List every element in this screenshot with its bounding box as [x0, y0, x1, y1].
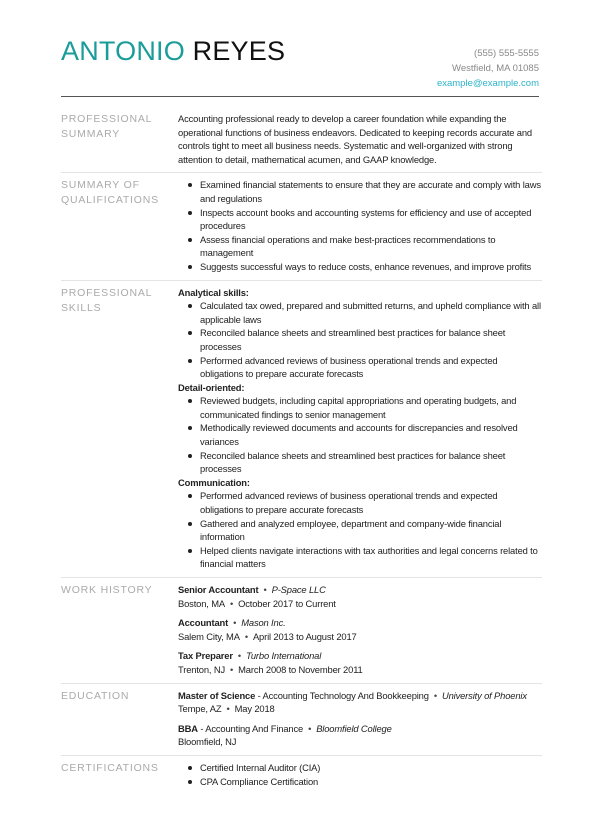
- list-item: Certified Internal Auditor (CIA): [200, 761, 542, 775]
- separator-dot: •: [226, 703, 230, 715]
- job-entry: [178, 649, 542, 676]
- list-item: Assess financial operations and make best-practices recommendations to management: [200, 233, 542, 260]
- section-certifications: [61, 756, 542, 794]
- education-entry: [178, 689, 542, 716]
- school-name: Bloomfield College: [316, 722, 392, 734]
- list-item: CPA Compliance Certification: [200, 775, 542, 789]
- section-label: PROFESSIONAL SUMMARY: [61, 113, 152, 140]
- certifications-content: [178, 761, 542, 788]
- company-name: Turbo International: [245, 650, 322, 662]
- list-item: Performed advanced reviews of business operational trends and expected obligations to prepare accurate forecasts: [200, 489, 542, 516]
- list-item: Suggests successful ways to reduce costs, enhance revenues, and improve profits: [200, 260, 542, 274]
- section-label: PROFESSIONAL SKILLS: [61, 286, 152, 314]
- skill-list: [178, 489, 542, 571]
- job-title: Tax Preparer: [178, 650, 233, 662]
- list-item: Calculated tax owed, prepared and submitted returns, and upheld compliance with all applicable laws: [200, 300, 541, 325]
- job-entry: [178, 583, 542, 610]
- qualifications-content: [178, 178, 542, 273]
- separator-dot: •: [237, 650, 241, 662]
- candidate-name: ANTONIO REYES: [61, 36, 286, 66]
- degree-line: [178, 722, 542, 736]
- job-meta: [178, 663, 542, 677]
- section-label: CERTIFICATIONS: [61, 761, 159, 774]
- work-content: [178, 583, 542, 677]
- separator-dot: •: [233, 617, 237, 629]
- graduation-date: May 2018: [234, 703, 275, 715]
- job-header: [178, 583, 542, 597]
- list-item: Gathered and analyzed employee, department and company-wide financial information: [200, 517, 542, 544]
- list-item: Reviewed budgets, including capital appropriations and operating budgets, and communicated findings to senior management: [200, 394, 542, 421]
- job-header: [178, 649, 542, 663]
- education-entry: [178, 722, 542, 749]
- list-item: Methodically reviewed documents and accounts for discrepancies and resolved variances: [200, 421, 542, 448]
- school-location: Bloomfield, NJ: [178, 736, 237, 748]
- skill-list: [178, 299, 542, 381]
- job-title: Senior Accountant: [178, 584, 259, 595]
- email-link[interactable]: example@example.com: [436, 78, 539, 89]
- school-location: Tempe, AZ: [178, 703, 222, 715]
- job-dates: October 2017 to Current: [238, 597, 336, 609]
- resume-body: [0, 97, 600, 814]
- job-entry: [178, 616, 542, 643]
- list-item: Reconciled balance sheets and streamlined best practices for balance sheet processes: [200, 326, 542, 353]
- job-meta: [178, 630, 542, 644]
- separator-dot: •: [244, 630, 248, 642]
- phone: (555) 555-5555: [474, 48, 539, 59]
- section-education: [61, 684, 542, 756]
- certifications-list: [178, 761, 542, 788]
- contact-info: [437, 46, 539, 91]
- skill-group-title: Detail-oriented:: [178, 381, 245, 393]
- education-meta: [178, 702, 542, 716]
- section-label: EDUCATION: [61, 689, 130, 702]
- company-name: P-Space LLC: [271, 584, 326, 595]
- section-label: SUMMARY OF QUALIFICATIONS: [61, 179, 159, 207]
- section-skills: [61, 281, 542, 578]
- list-item: Inspects account books and accounting systems for efficiency and use of accepted procedures: [200, 206, 542, 233]
- section-work-history: [61, 578, 542, 684]
- separator-dot: •: [308, 722, 312, 734]
- school-name: University of Phoenix: [441, 689, 527, 701]
- qualifications-list: [178, 178, 542, 273]
- separator-dot: •: [263, 584, 267, 595]
- field-of-study: - Accounting And Finance: [197, 722, 304, 734]
- job-meta: [178, 597, 542, 611]
- skill-list: [178, 394, 542, 476]
- job-header: [178, 616, 542, 630]
- job-dates: March 2008 to November 2011: [238, 663, 363, 675]
- job-dates: April 2013 to August 2017: [252, 630, 357, 642]
- skill-group-title: Communication:: [178, 476, 250, 488]
- skills-content: [178, 286, 542, 571]
- education-content: [178, 689, 542, 749]
- education-meta: [178, 735, 542, 749]
- field-of-study: - Accounting Technology And Bookkeeping: [255, 689, 429, 701]
- degree: Master of Science: [178, 689, 256, 701]
- resume-header: [0, 0, 600, 96]
- skill-group-title: Analytical skills:: [178, 286, 249, 298]
- separator-dot: •: [229, 597, 234, 609]
- degree-line: [178, 689, 542, 703]
- summary-text: Accounting professional ready to develop a career foundation while expanding the operational functions of business endeavors. Dedicated to keeping records accurate and controls tight to meet all business needs. Systematic and well-organized with strong attention to detail, mathematical acumen, and GAAP knowledge.: [178, 113, 532, 165]
- section-summary: [61, 107, 542, 173]
- list-item: Helped clients navigate interactions with tax authorities and legal concerns related to financial matters: [200, 544, 542, 571]
- list-item: Examined financial statements to ensure that they are accurate and comply with laws and regulations: [200, 179, 541, 204]
- separator-dot: •: [229, 663, 234, 675]
- job-location: Salem City, MA: [178, 630, 240, 642]
- company-name: Mason Inc.: [241, 617, 286, 629]
- section-label: WORK HISTORY: [61, 584, 153, 596]
- degree: BBA: [178, 722, 198, 734]
- location: Westfield, MA 01085: [452, 63, 539, 74]
- list-item: Performed advanced reviews of business operational trends and expected obligations to prepare accurate forecasts: [200, 354, 542, 381]
- job-location: Boston, MA: [178, 597, 225, 609]
- job-title: Accountant: [178, 617, 229, 629]
- job-location: Trenton, NJ: [178, 663, 225, 675]
- list-item: Reconciled balance sheets and streamlined best practices for balance sheet processes: [200, 449, 542, 476]
- separator-dot: •: [433, 689, 437, 701]
- section-qualifications: [61, 173, 542, 280]
